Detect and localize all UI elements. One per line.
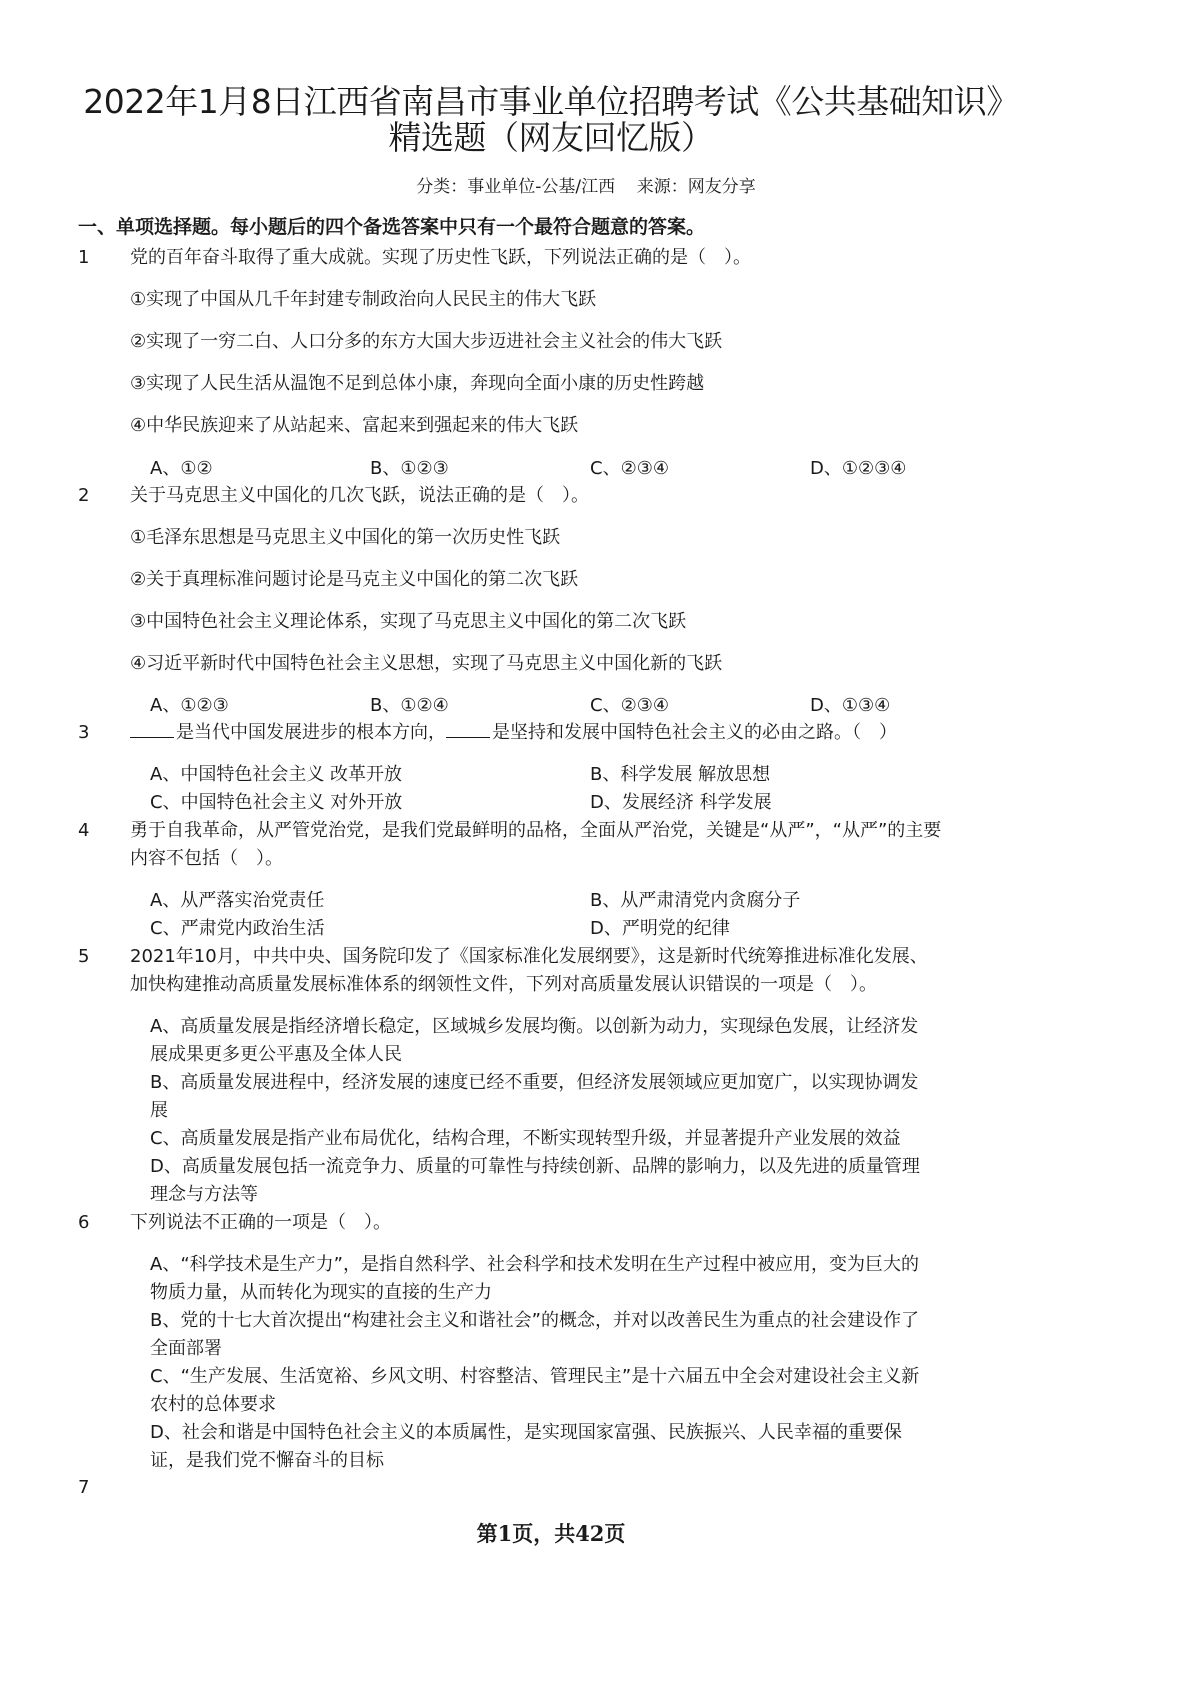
fill-blank	[446, 719, 490, 738]
option-c: C、②③④	[590, 695, 669, 716]
question-number: 1	[78, 247, 90, 268]
document-title-line2: 精选题（网友回忆版）	[388, 118, 714, 157]
statement: ④习近平新时代中国特色社会主义思想，实现了马克思主义中国化新的飞跃	[130, 653, 723, 674]
document-meta	[0, 172, 1102, 197]
option-a: A、高质量发展是指经济增长稳定，区域城乡发展均衡。以创新为动力，实现绿色发展，让经济发 展成果更多更公平惠及全体人民	[150, 1016, 919, 1065]
option-a: A、“科学技术是生产力”，是指自然科学、社会科学和技术发明在生产过程中被应用，变为巨大的 物质力量，从而转化为现实的直接的生产力	[150, 1254, 919, 1303]
option-d: D、高质量发展包括一流竞争力、质量的可靠性与持续创新、品牌的影响力，以及先进的质量管理 理念与方法等	[150, 1156, 920, 1205]
option-d: D、严明党的纪律	[590, 918, 730, 939]
option-c: C、②③④	[590, 458, 669, 479]
question-number: 6	[78, 1212, 90, 1233]
source-label: 来源：网友分享	[636, 177, 756, 197]
question-number: 2	[78, 485, 90, 506]
statement: ②实现了一穷二白、人口分多的东方大国大步迈进社会主义社会的伟大飞跃	[130, 331, 723, 352]
question-text-line2: 加快构建推动高质量发展标准体系的纲领性文件，下列对高质量发展认识错误的一项是（ ）。	[130, 974, 877, 995]
option-a: A、从严落实治党责任	[150, 890, 325, 911]
question-text-line1: 2021年10月，中共中央、国务院印发了《国家标准化发展纲要》，这是新时代统筹推进标准化发展、	[130, 946, 928, 967]
option-c: C、严肃党内政治生活	[150, 918, 325, 939]
question-text: 是当代中国发展进步的根本方向， 是坚持和发展中国特色社会主义的必由之路。（ ）	[130, 719, 1010, 747]
statement: ③中国特色社会主义理论体系，实现了马克思主义中国化的第二次飞跃	[130, 611, 687, 632]
question-number: 4	[78, 820, 90, 841]
question-number: 5	[78, 946, 90, 967]
option-b: B、科学发展 解放思想	[590, 764, 771, 785]
option-d: D、①②③④	[810, 458, 907, 479]
fill-blank	[130, 719, 174, 738]
statement: ②关于真理标准问题讨论是马克主义中国化的第二次飞跃	[130, 569, 579, 590]
option-a: A、①②	[150, 458, 213, 479]
option-d: D、社会和谐是中国特色社会主义的本质属性，是实现国家富强、民族振兴、人民幸福的重要保 证，是我们党不懈奋斗的目标	[150, 1422, 902, 1471]
category-label: 分类：事业单位-公基/江西	[416, 177, 616, 197]
statement: ①毛泽东思想是马克思主义中国化的第一次历史性飞跃	[130, 527, 561, 548]
question-number: 7	[78, 1477, 90, 1498]
option-b: B、党的十七大首次提出“构建社会主义和谐社会”的概念，并对以改善民生为重点的社会建设作了 全面部署	[150, 1310, 919, 1359]
option-c: C、高质量发展是指产业布局优化，结构合理，不断实现转型升级，并显著提升产业发展的效益	[150, 1128, 901, 1149]
option-a: A、①②③	[150, 695, 229, 716]
question-text: 关于马克思主义中国化的几次飞跃，说法正确的是（ ）。	[130, 485, 589, 506]
option-a: A、中国特色社会主义 改革开放	[150, 764, 403, 785]
statement: ①实现了中国从几千年封建专制政治向人民民主的伟大飞跃	[130, 289, 597, 310]
option-b: B、①②④	[370, 695, 449, 716]
section-title: 一、单项选择题。每小题后的四个备选答案中只有一个最符合题意的答案。	[78, 216, 706, 238]
statement: ④中华民族迎来了从站起来、富起来到强起来的伟大飞跃	[130, 415, 579, 436]
option-d: D、①③④	[810, 695, 891, 716]
page-footer: 第1页，共42页	[476, 1521, 626, 1546]
option-b: B、高质量发展进程中，经济发展的速度已经不重要，但经济发展领域应更加宽广，以实现协调发 展	[150, 1072, 919, 1121]
option-b: B、①②③	[370, 458, 449, 479]
option-c: C、中国特色社会主义 对外开放	[150, 792, 403, 813]
option-c: C、“生产发展、生活宽裕、乡风文明、村容整洁、管理民主”是十六届五中全会对建设社会主义新 农村的总体要求	[150, 1366, 920, 1415]
option-b: B、从严肃清党内贪腐分子	[590, 890, 801, 911]
question-text: 党的百年奋斗取得了重大成就。实现了历史性飞跃，下列说法正确的是（ ）。	[130, 247, 751, 268]
question-text-line1: 勇于自我革命，从严管党治党，是我们党最鲜明的品格，全面从严治党，关键是“从严”，“从严”的主要	[130, 820, 942, 841]
question-text: 下列说法不正确的一项是（ ）。	[130, 1212, 391, 1233]
question-number: 3	[78, 722, 90, 743]
statement: ③实现了人民生活从温饱不足到总体小康，奔现向全面小康的历史性跨越	[130, 373, 705, 394]
option-d: D、发展经济 科学发展	[590, 792, 772, 813]
question-text-line2: 内容不包括（ ）。	[130, 848, 283, 869]
document-title-line1: 2022年1月8日江西省南昌市事业单位招聘考试《公共基础知识》	[83, 82, 1019, 121]
